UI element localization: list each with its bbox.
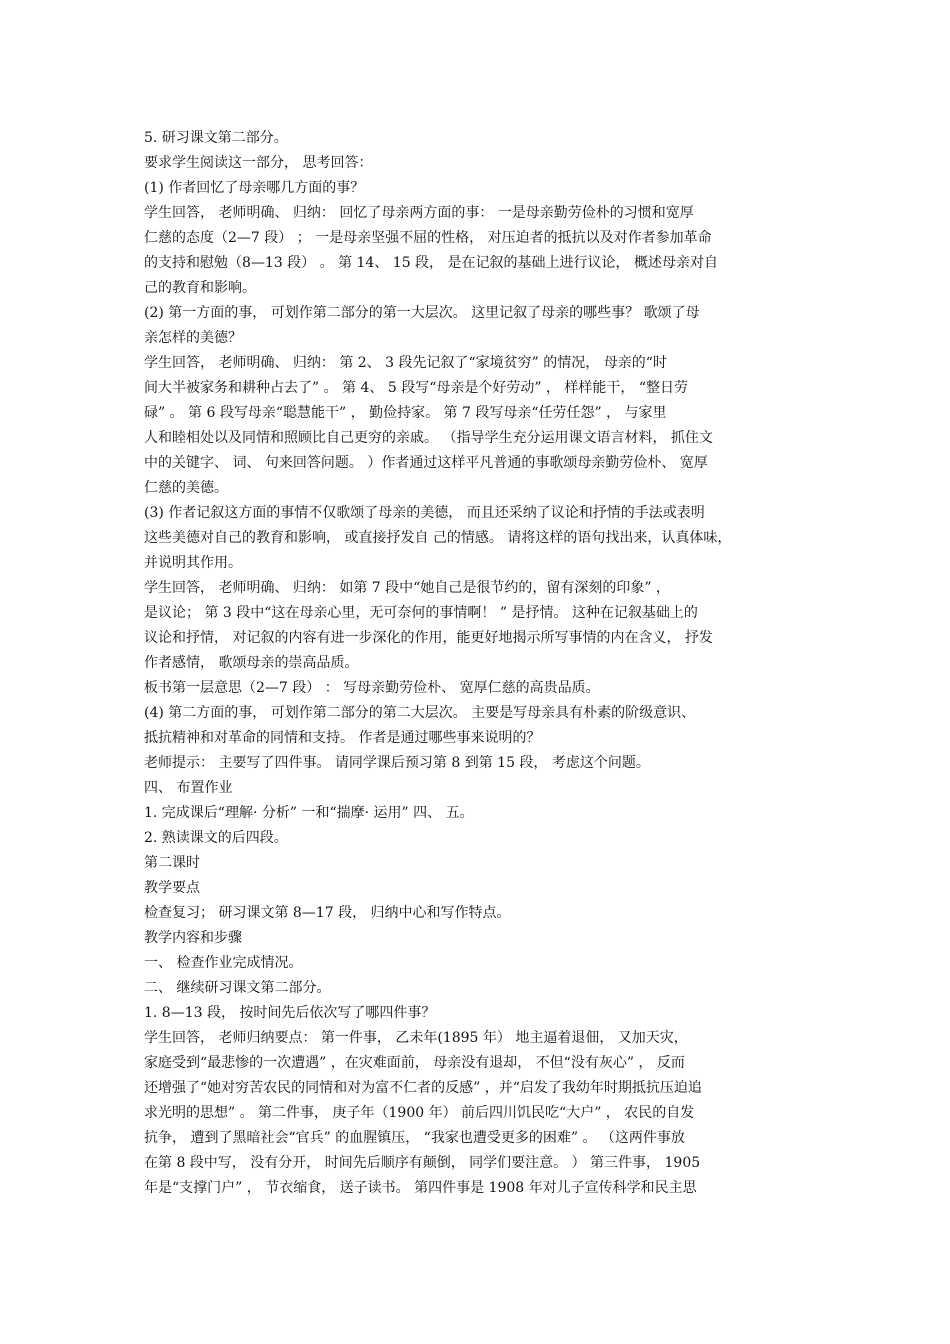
text-line: 二、 继续研习课文第二部分。 bbox=[144, 980, 331, 996]
text-line: 学生回答， 老师明确、 归纳： 如第 7 段中“她自己是很节约的，留有深刻的印象” ， bbox=[144, 580, 670, 596]
text-line: 是议论； 第 3 段中“这在母亲心里，无可奈何的事情啊！ ” 是抒情。 这种在记叙基础上的 bbox=[144, 605, 698, 621]
text-line: 的支持和慰勉（8—13 段） 。 第 14、 15 段， 是在记叙的基础上进行议论， 概述母亲对自 bbox=[144, 255, 718, 271]
text-line: 仁慈的态度（2—7 段） ； 一是母亲坚强不屈的性格， 对压迫者的抵抗以及对作者参加革命 bbox=[144, 230, 712, 246]
text-line: 作者感情， 歌颂母亲的崇高品质。 bbox=[144, 655, 359, 671]
text-line: (2) 第一方面的事， 可划作第二部分的第一大层次。 这里记叙了母亲的哪些事？ 歌颂了母 bbox=[144, 305, 700, 321]
document-body bbox=[144, 126, 814, 1201]
text-line: 2. 熟读课文的后四段。 bbox=[144, 830, 288, 846]
text-line: 仁慈的美德。 bbox=[144, 480, 228, 496]
text-line: 间大半被家务和耕种占去了” 。 第 4、 5 段写“母亲是个好劳动” ， 样样能干， “整日劳 bbox=[144, 380, 689, 396]
text-line: 碌” 。 第 6 段写母亲“聪慧能干” ， 勤俭持家。 第 7 段写母亲“任劳任怨” ， 与家里 bbox=[144, 405, 667, 421]
text-line: 5. 研习课文第二部分。 bbox=[144, 130, 288, 146]
text-line: 老师提示： 主要写了四件事。 请同学课后预习第 8 到第 15 段， 考虑这个问题。 bbox=[144, 755, 650, 771]
text-line: 要求学生阅读这一部分， 思考回答： bbox=[144, 155, 373, 171]
text-line: 学生回答， 老师明确、 归纳： 第 2、 3 段先记叙了“家境贫穷” 的情况， 母亲的“时 bbox=[144, 355, 667, 371]
text-line: 年是“支撑门户” ， 节衣缩食， 送子读书。 第四件事是 1908 年对儿子宣传科学和民主思 bbox=[144, 1180, 697, 1196]
text-line: 亲怎样的美德？ bbox=[144, 330, 242, 346]
text-line: 抵抗精神和对革命的同情和支持。 作者是通过哪些事来说明的？ bbox=[144, 730, 541, 746]
text-line: (1) 作者回忆了母亲哪几方面的事？ bbox=[144, 180, 365, 196]
text-line: 求光明的思想” 。 第二件事， 庚子年（1900 年） 前后四川饥民吃“大户” ， 农民的自发 bbox=[144, 1105, 695, 1121]
text-line: 家庭受到“最悲惨的一次遭遇” ，在灾难面前， 母亲没有退却， 不但“没有灰心” ， 反而 bbox=[144, 1055, 685, 1071]
text-line: 一、 检查作业完成情况。 bbox=[144, 955, 303, 971]
text-line: 这些美德对自己的教育和影响， 或直接抒发自 己的情感。 请将这样的语句找出来，认真体味， bbox=[144, 530, 732, 546]
text-line: (3) 作者记叙这方面的事情不仅歌颂了母亲的美德， 而且还采纳了议论和抒情的手法或表明 bbox=[144, 505, 705, 521]
text-line: 学生回答， 老师归纳要点： 第一件事， 乙未年(1895 年） 地主逼着退佃， 又加天灾， bbox=[144, 1030, 688, 1046]
text-line: 中的关键字、 词、 句来回答问题。 ）作者通过这样平凡普通的事歌颂母亲勤劳俭朴、 宽厚 bbox=[144, 455, 708, 471]
text-line: 1. 完成课后“理解· 分析” 一和“揣摩· 运用” 四、 五。 bbox=[144, 805, 474, 821]
text-line: 1. 8—13 段， 按时间先后依次写了哪四件事？ bbox=[144, 1005, 436, 1021]
text-line: 第二课时 bbox=[144, 855, 200, 871]
text-line: (4) 第二方面的事， 可划作第二部分的第二大层次。 主要是写母亲具有朴素的阶级意识、 bbox=[144, 705, 696, 721]
text-line: 抗争， 遭到了黑暗社会“官兵” 的血腥镇压， “我家也遭受更多的困难” 。 （这两件事放 bbox=[144, 1130, 685, 1146]
text-line: 检查复习； 研习课文第 8—17 段， 归纳中心和写作特点。 bbox=[144, 905, 511, 921]
text-line: 议论和抒情， 对记叙的内容有进一步深化的作用，能更好地揭示所写事情的内在含义， 抒发 bbox=[144, 630, 713, 646]
text-line: 四、 布置作业 bbox=[144, 780, 233, 796]
text-line: 教学内容和步骤 bbox=[144, 930, 242, 946]
text-line: 板书第一层意思（2—7 段） ： 写母亲勤劳俭朴、 宽厚仁慈的高贵品质。 bbox=[144, 680, 600, 696]
text-line: 己的教育和影响。 bbox=[144, 280, 256, 296]
text-line: 教学要点 bbox=[144, 880, 200, 896]
text-line: 学生回答， 老师明确、 归纳： 回忆了母亲两方面的事： 一是母亲勤劳俭朴的习惯和宽厚 bbox=[144, 205, 694, 221]
text-line: 并说明其作用。 bbox=[144, 555, 242, 571]
text-line: 人和睦相处以及同情和照顾比自己更穷的亲戚。 （指导学生充分运用课文语言材料， 抓住文 bbox=[144, 430, 713, 446]
text-line: 在第 8 段中写， 没有分开， 时间先后顺序有颠倒， 同学们要注意。 ） 第三件事， 1905 bbox=[144, 1155, 701, 1171]
text-line: 还增强了“她对穷苦农民的同情和对为富不仁者的反感” ，并“启发了我幼年时期抵抗压迫追 bbox=[144, 1080, 702, 1096]
